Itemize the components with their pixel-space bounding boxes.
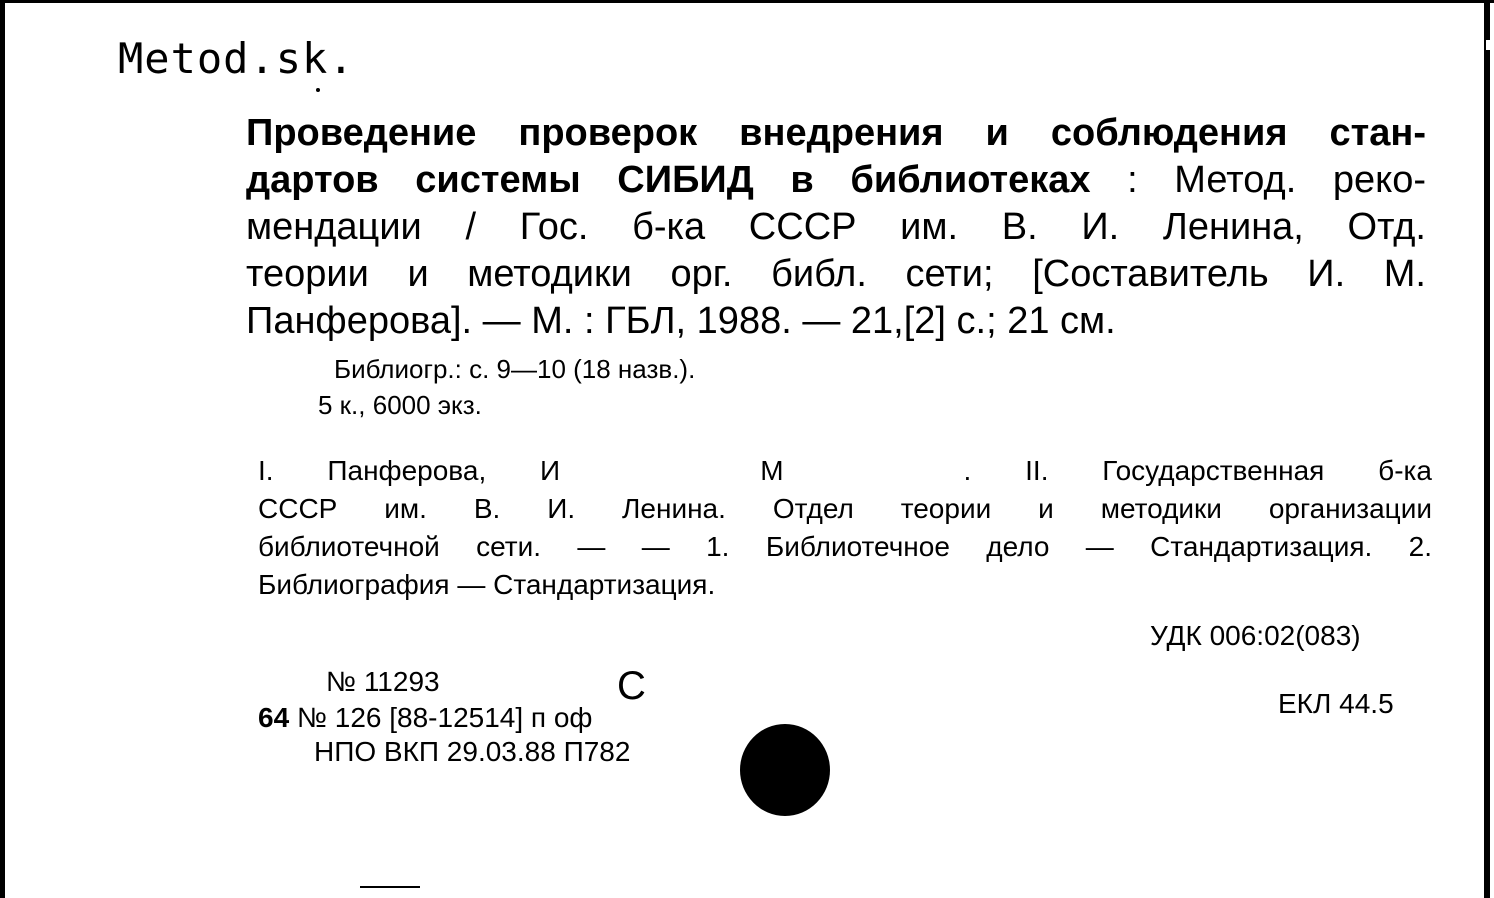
notes-block: [334, 352, 695, 386]
card-right-border-gap: [1486, 40, 1490, 50]
title-proper-text: дартов системы СИБИД в библиотеках: [246, 159, 1091, 201]
tracing-author-initial: М: [760, 455, 784, 486]
tracing-author: I. Панферова, И: [258, 455, 561, 486]
title-line: [246, 298, 1426, 345]
copies-block: [318, 388, 482, 422]
udc-code: УДК 006:02(083): [1150, 620, 1361, 651]
tracing-corporate: . II. Государственная б-ка: [963, 455, 1432, 486]
tracing-line-4: Библиография — Стандартизация.: [258, 569, 716, 600]
title-proper-text: Проведение проверок внедрения и соблюдения стан-: [246, 112, 1426, 154]
ekl-code: ЕКЛ 44.5: [1278, 688, 1394, 719]
title-statement-text: теории и методики орг. библ. сети; [Составитель И. М.: [246, 253, 1426, 295]
card-right-border: [1484, 0, 1490, 898]
order-prefix: 64: [258, 702, 290, 733]
title-line: [246, 251, 1426, 298]
registration-number: № 11293: [326, 666, 440, 697]
title-statement-text: Панферова]. — М. : ГБЛ, 1988. — 21,[2] с.; 21 см.: [246, 300, 1116, 342]
publisher-line: НПО ВКП 29.03.88 П782: [314, 736, 631, 767]
tracing-line-2: СССР им. В. И. Ленина. Отдел теории и методики организации: [258, 493, 1432, 524]
title-statement-text: мендации / Гос. б-ка СССР им. В. И. Ленина, Отд.: [246, 206, 1426, 248]
bibliography-note: Библиогр.: с. 9—10 (18 назв.).: [334, 354, 696, 384]
card-top-border: [0, 0, 1494, 3]
order-number: № 126 [88-12514] п оф: [296, 702, 593, 733]
card-header-stamp: Metod.sk.: [118, 34, 355, 83]
tracing-line-3: библиотечной сети. — — 1. Библиотечное дело — Стандартизация. 2.: [258, 531, 1432, 562]
punch-hole: [740, 724, 830, 816]
category-letter: С: [617, 664, 646, 708]
title-statement: [246, 110, 1426, 345]
title-line: [246, 204, 1426, 251]
title-line: [246, 157, 1426, 204]
ink-speck: [316, 88, 320, 92]
card-bottom-mark: [360, 886, 420, 888]
card-left-border: [0, 0, 5, 898]
title-line: [246, 110, 1426, 157]
tracing-line-1: [258, 452, 1432, 490]
order-line: [258, 704, 592, 732]
title-statement-text: : Метод. реко-: [1090, 159, 1426, 201]
tracings-block: [258, 452, 1432, 604]
copies-note: 5 к., 6000 экз.: [318, 390, 482, 420]
